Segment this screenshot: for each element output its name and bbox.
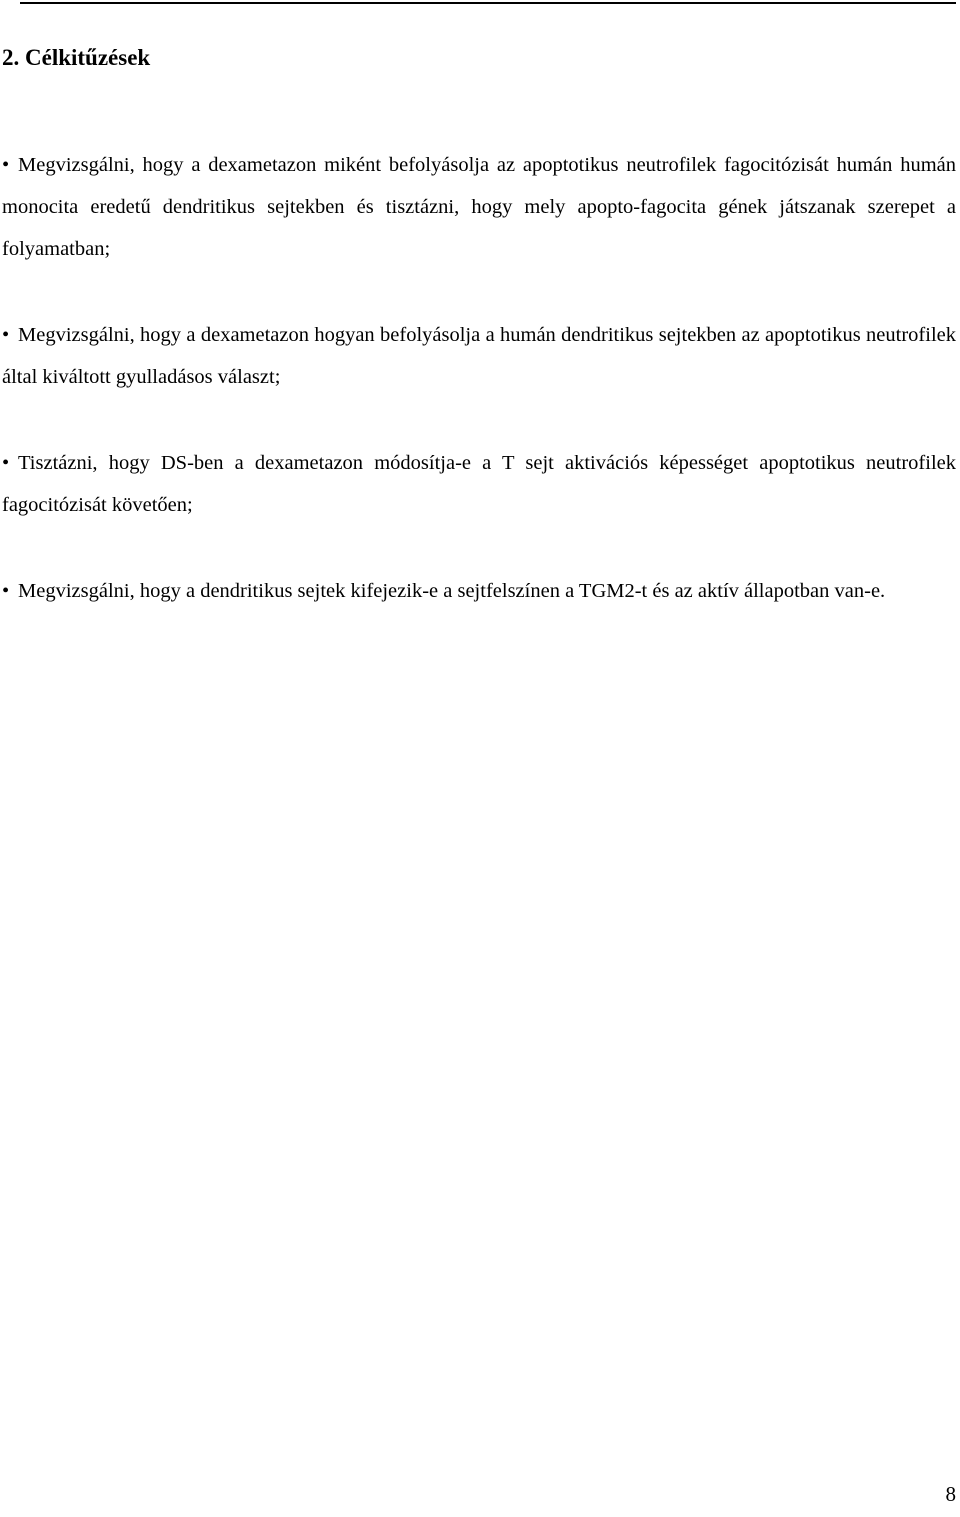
bullet-icon: • xyxy=(2,154,10,176)
goal-item-3 xyxy=(2,442,956,526)
goal-text-2: Megvizsgálni, hogy a dexametazon hogyan befolyásolja a humán dendritikus sejtekben az apoptotikus neutrofilek által kiváltott gyulladásos választ; xyxy=(2,324,956,388)
bullet-icon: • xyxy=(2,324,10,346)
header-rule xyxy=(20,2,956,4)
goal-text-1: Megvizsgálni, hogy a dexametazon miként befolyásolja az apoptotikus neutrofilek fagocitózisát humán humán monocita eredetű dendritikus sejtekben és tisztázni, hogy mely apopto-fagocita gének játszanak szerepet a folyamatban; xyxy=(2,154,956,260)
bullet-icon: • xyxy=(2,452,10,474)
goal-item-4 xyxy=(2,570,956,612)
goal-item-1 xyxy=(2,144,956,270)
goal-text-3: Tisztázni, hogy DS-ben a dexametazon módosítja-e a T sejt aktivációs képességet apoptotikus neutrofilek fagocitózisát követően; xyxy=(2,452,956,516)
page-number: 8 xyxy=(945,1482,956,1506)
goal-text-4: Megvizsgálni, hogy a dendritikus sejtek kifejezik-e a sejtfelszínen a TGM2-t és az aktív állapotban van-e. xyxy=(18,580,886,602)
goal-item-2 xyxy=(2,314,956,398)
bullet-icon: • xyxy=(2,580,10,602)
section-heading: 2. Célkitűzések xyxy=(2,45,151,70)
